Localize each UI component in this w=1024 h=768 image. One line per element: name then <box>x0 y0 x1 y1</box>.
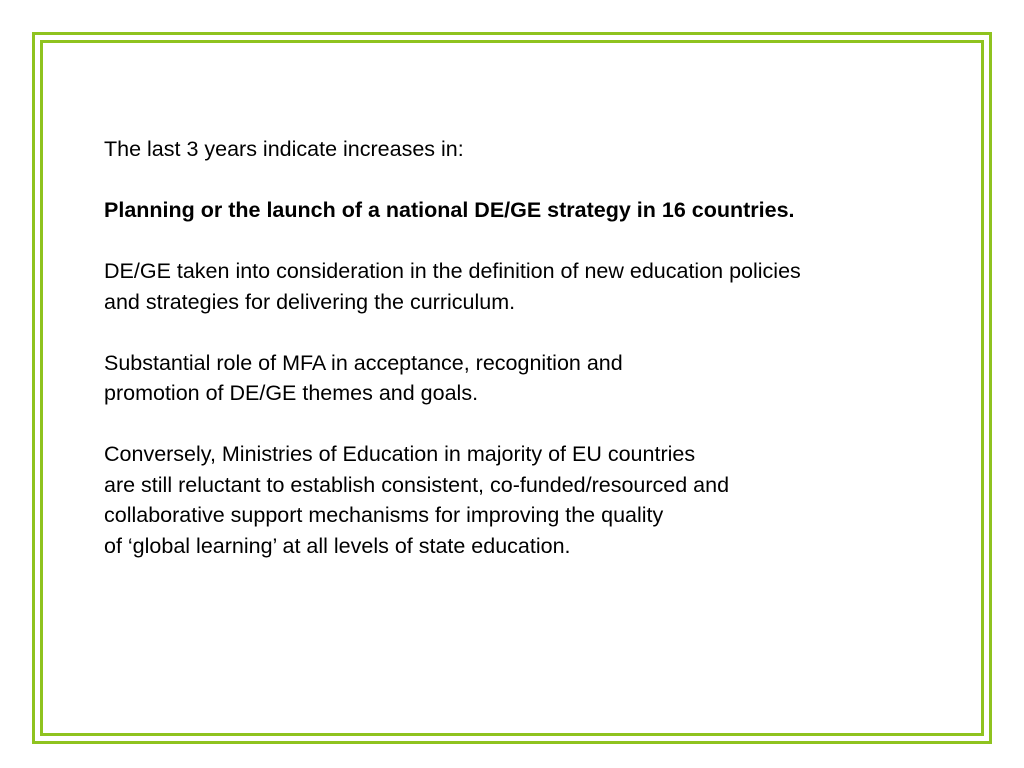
intro-paragraph <box>104 134 964 165</box>
ministries-paragraph <box>104 439 964 561</box>
text-line: Conversely, Ministries of Education in majority of EU countries <box>104 442 696 466</box>
text-line: Planning or the launch of a national DE/GE strategy in 16 countries. <box>104 198 795 222</box>
text-line: are still reluctant to establish consistent, co-funded/resourced and <box>104 472 730 497</box>
text-line: DE/GE taken into consideration in the definition of new education policies <box>104 259 801 283</box>
text-line: Substantial role of MFA in acceptance, recognition and <box>104 350 623 375</box>
mfa-paragraph <box>104 348 964 409</box>
slide-body <box>104 134 964 592</box>
text-line: and strategies for delivering the curriculum. <box>104 289 516 314</box>
strategy-paragraph <box>104 195 964 226</box>
text-line: promotion of DE/GE themes and goals. <box>104 381 479 405</box>
policies-paragraph <box>104 256 964 317</box>
text-line: of ‘global learning’ at all levels of state education. <box>104 533 571 558</box>
text-line: collaborative support mechanisms for improving the quality <box>104 503 664 527</box>
text-line: The last 3 years indicate increases in: <box>104 137 464 161</box>
